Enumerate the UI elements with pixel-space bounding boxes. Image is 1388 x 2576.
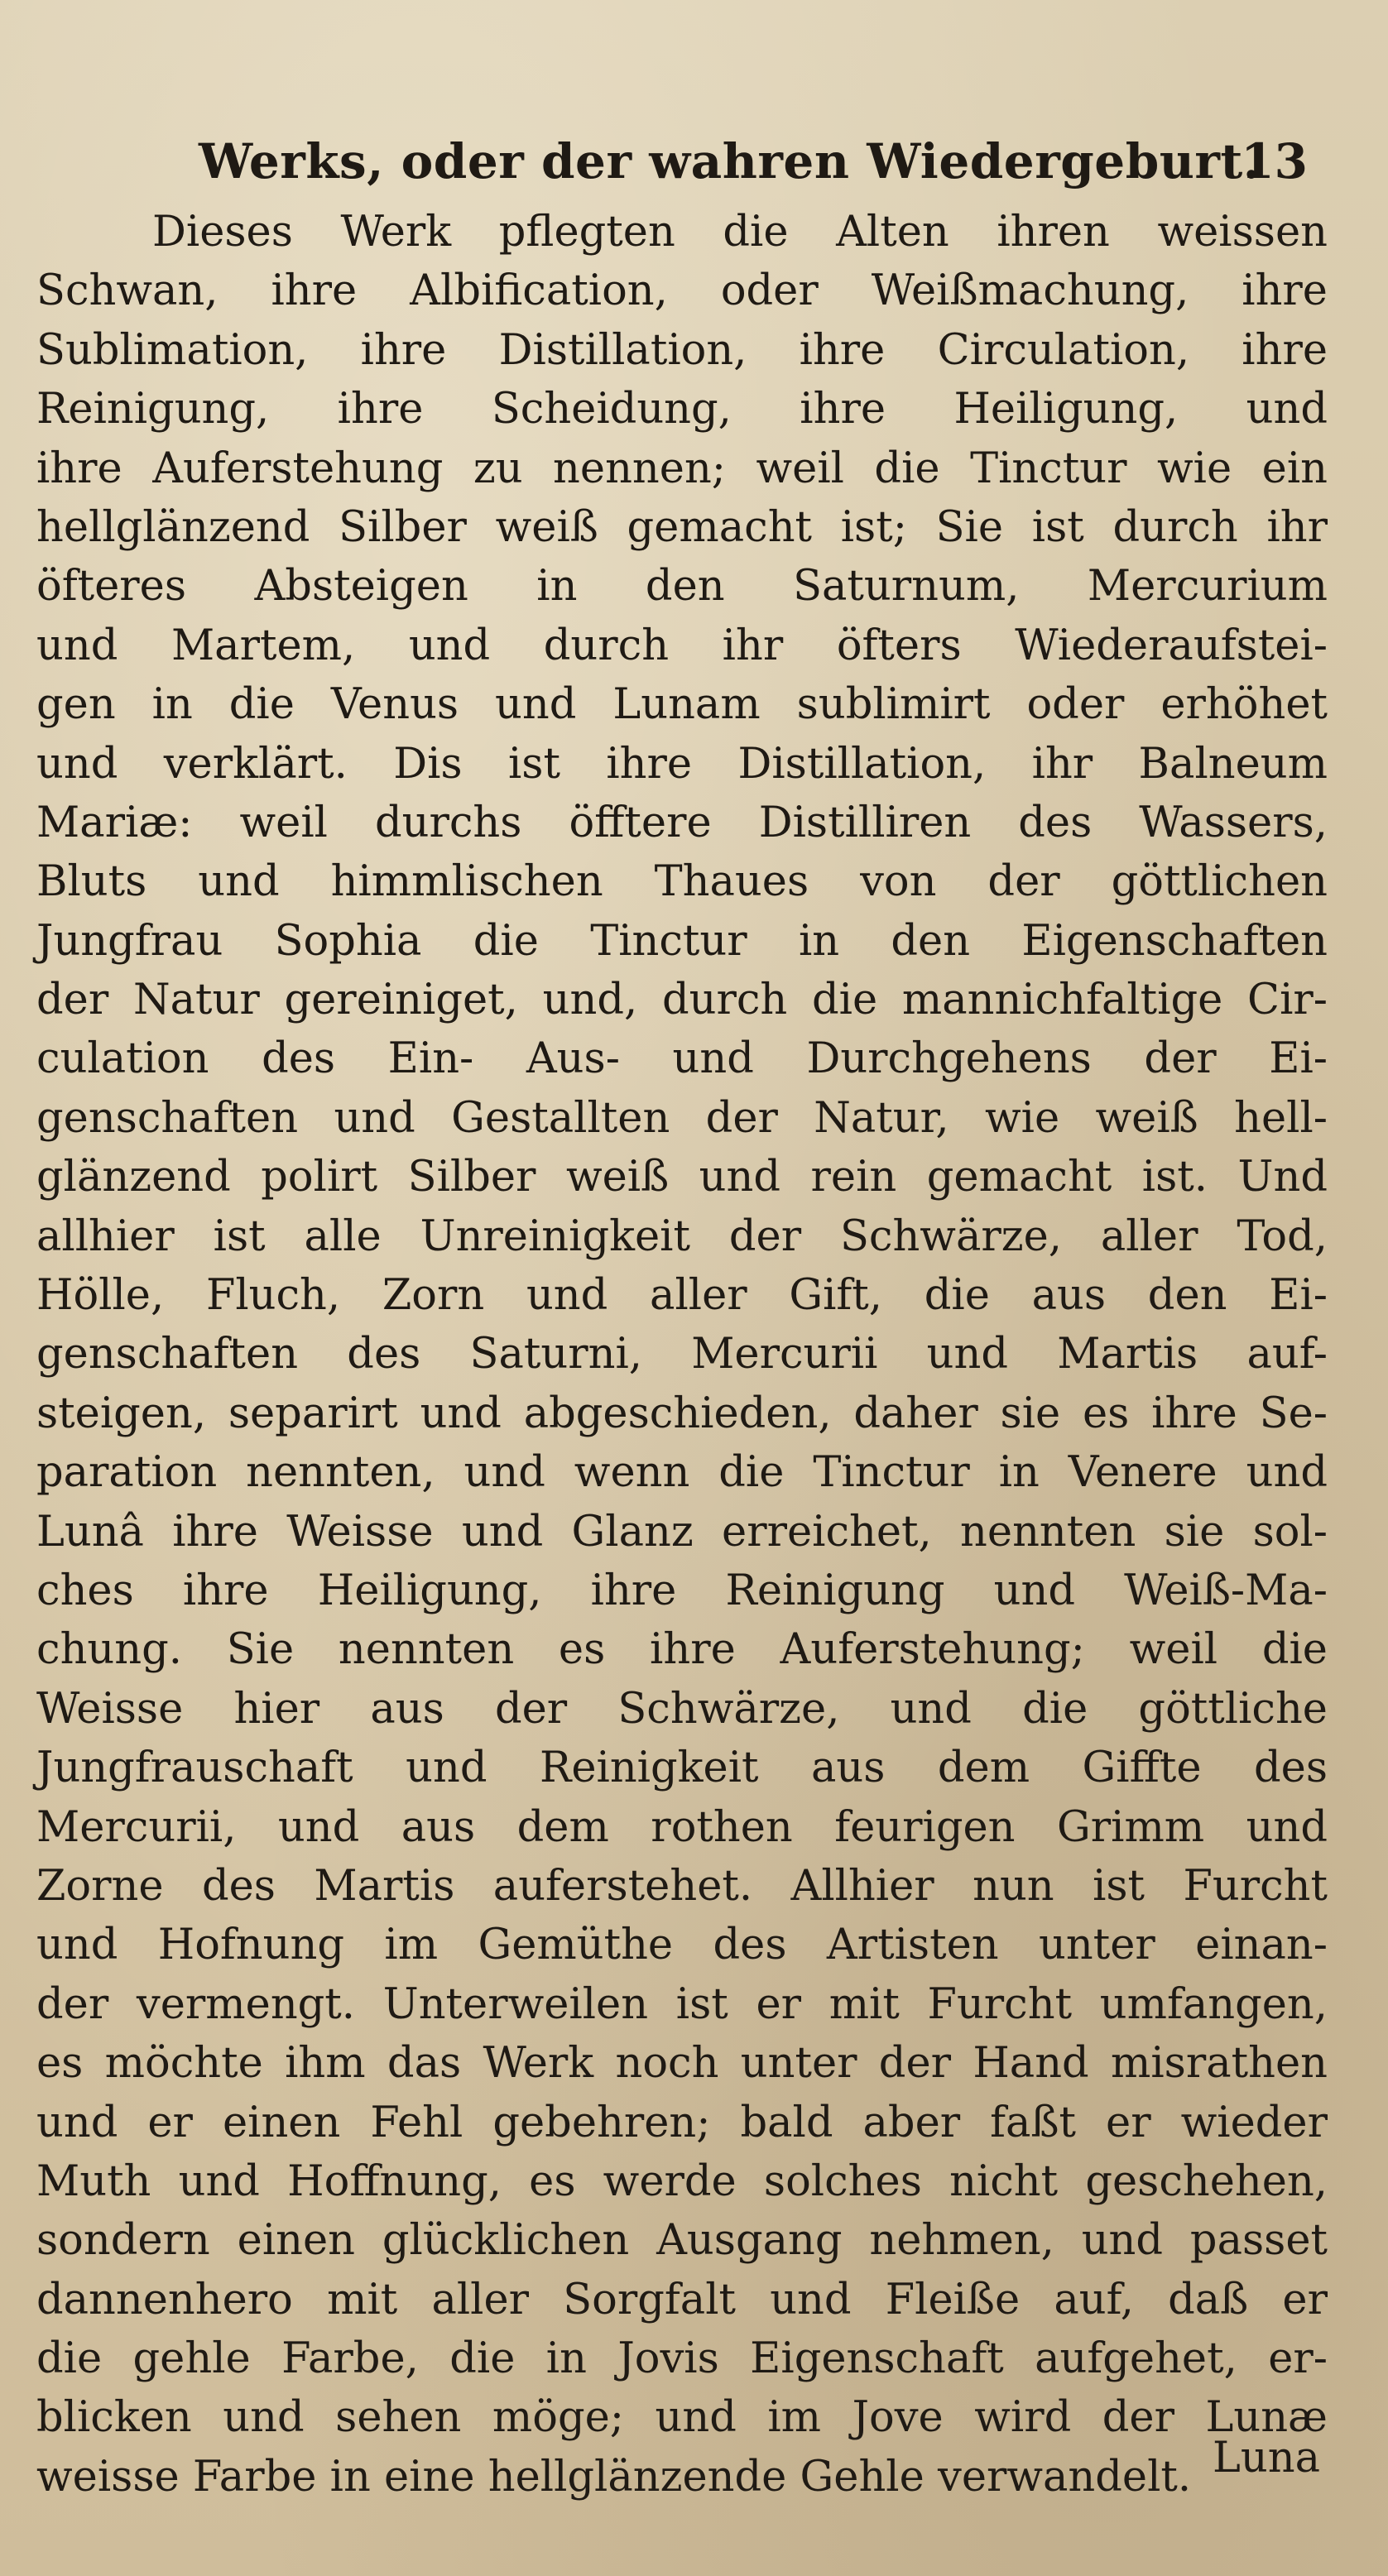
text-line: Bluts und himmlischen Thaues von der göttlichen	[36, 857, 1328, 907]
text-line: und verklärt. Dis ist ihre Distillation, ihr Balneum	[36, 739, 1328, 789]
text-line: ihre Auferstehung zu nennen; weil die Tinctur wie ein	[36, 444, 1328, 493]
text-line: Hölle, Fluch, Zorn und aller Gift, die aus den Ei-	[36, 1271, 1328, 1321]
text-line: der vermengt. Unterweilen ist er mit Furcht umfangen,	[36, 1979, 1328, 2029]
text-line: allhier ist alle Unreinigkeit der Schwärze, aller Tod,	[36, 1211, 1328, 1261]
text-line: paration nennten, und wenn die Tinctur in Venere und	[36, 1448, 1328, 1498]
text-line: genschaften und Gestallten der Natur, wie weiß hell-	[36, 1093, 1328, 1143]
text-line: es möchte ihm das Werk noch unter der Hand misrathen	[36, 2039, 1328, 2089]
text-line: Mercurii, und aus dem rothen feurigen Grimm und	[36, 1802, 1328, 1852]
text-line: hellglänzend Silber weiß gemacht ist; Sie ist durch ihr	[36, 502, 1328, 552]
text-line: glänzend polirt Silber weiß und rein gemacht ist. Und	[36, 1153, 1328, 1202]
text-line: weisse Farbe in eine hellglänzende Gehle verwandelt.	[36, 2452, 1192, 2502]
text-line: Jungfrau Sophia die Tinctur in den Eigenschaften	[36, 916, 1328, 966]
text-line: steigen, separirt und abgeschieden, daher sie es ihre Se-	[36, 1389, 1328, 1438]
page-header	[199, 124, 1308, 199]
text-line: Dieses Werk pflegten die Alten ihren weissen	[152, 208, 1328, 257]
text-line: Mariæ: weil durchs öfftere Distilliren des Wassers,	[36, 798, 1328, 847]
text-line: Muth und Hoffnung, es werde solches nicht geschehen,	[36, 2156, 1328, 2206]
text-line: blicken und sehen möge; und im Jove wird der Lunæ	[36, 2393, 1328, 2443]
text-line: und Hofnung im Gemüthe des Artisten unter einan-	[36, 1921, 1328, 1970]
text-line: sondern einen glücklichen Ausgang nehmen, und passet	[36, 2216, 1328, 2266]
text-line: gen in die Venus und Lunam sublimirt oder erhöhet	[36, 680, 1328, 730]
text-line: die gehle Farbe, die in Jovis Eigenschaft aufgehet, er-	[36, 2334, 1328, 2384]
text-line: Weisse hier aus der Schwärze, und die göttliche	[36, 1684, 1328, 1734]
text-line: der Natur gereiniget, und, durch die mannichfaltige Cir-	[36, 976, 1328, 1025]
text-line: culation des Ein- Aus- und Durchgehens der Ei-	[36, 1034, 1328, 1084]
text-line: Schwan, ihre Albification, oder Weißmachung, ihre	[36, 266, 1328, 316]
text-line: ches ihre Heiligung, ihre Reinigung und Weiß-Ma-	[36, 1566, 1328, 1615]
text-line: Reinigung, ihre Scheidung, ihre Heiligung, und	[36, 385, 1328, 434]
catchword: Luna	[1213, 2434, 1320, 2482]
running-title: Werks, oder der wahren Wiedergeburt.	[199, 133, 1261, 189]
text-line: und er einen Fehl gebehren; bald aber faßt er wieder	[36, 2098, 1328, 2147]
text-line: Sublimation, ihre Distillation, ihre Circulation, ihre	[36, 325, 1328, 375]
text-line: genschaften des Saturni, Mercurii und Martis auf-	[36, 1330, 1328, 1379]
text-line: und Martem, und durch ihr öfters Wiederaufstei-	[36, 621, 1328, 670]
text-line: dannenhero mit aller Sorgfalt und Fleiße auf, daß er	[36, 2275, 1328, 2324]
text-line: Jungfrauschaft und Reinigkeit aus dem Giffte des	[36, 1744, 1328, 1793]
page-number: 13	[1241, 133, 1308, 189]
text-line: Lunâ ihre Weisse und Glanz erreichet, nennten sie sol-	[36, 1507, 1328, 1557]
body-text	[36, 203, 1328, 2506]
text-line: Zorne des Martis auferstehet. Allhier nun ist Furcht	[36, 1861, 1328, 1911]
text-line: chung. Sie nennten es ihre Auferstehung; weil die	[36, 1625, 1328, 1675]
text-line: öfteres Absteigen in den Saturnum, Mercurium	[36, 562, 1328, 612]
